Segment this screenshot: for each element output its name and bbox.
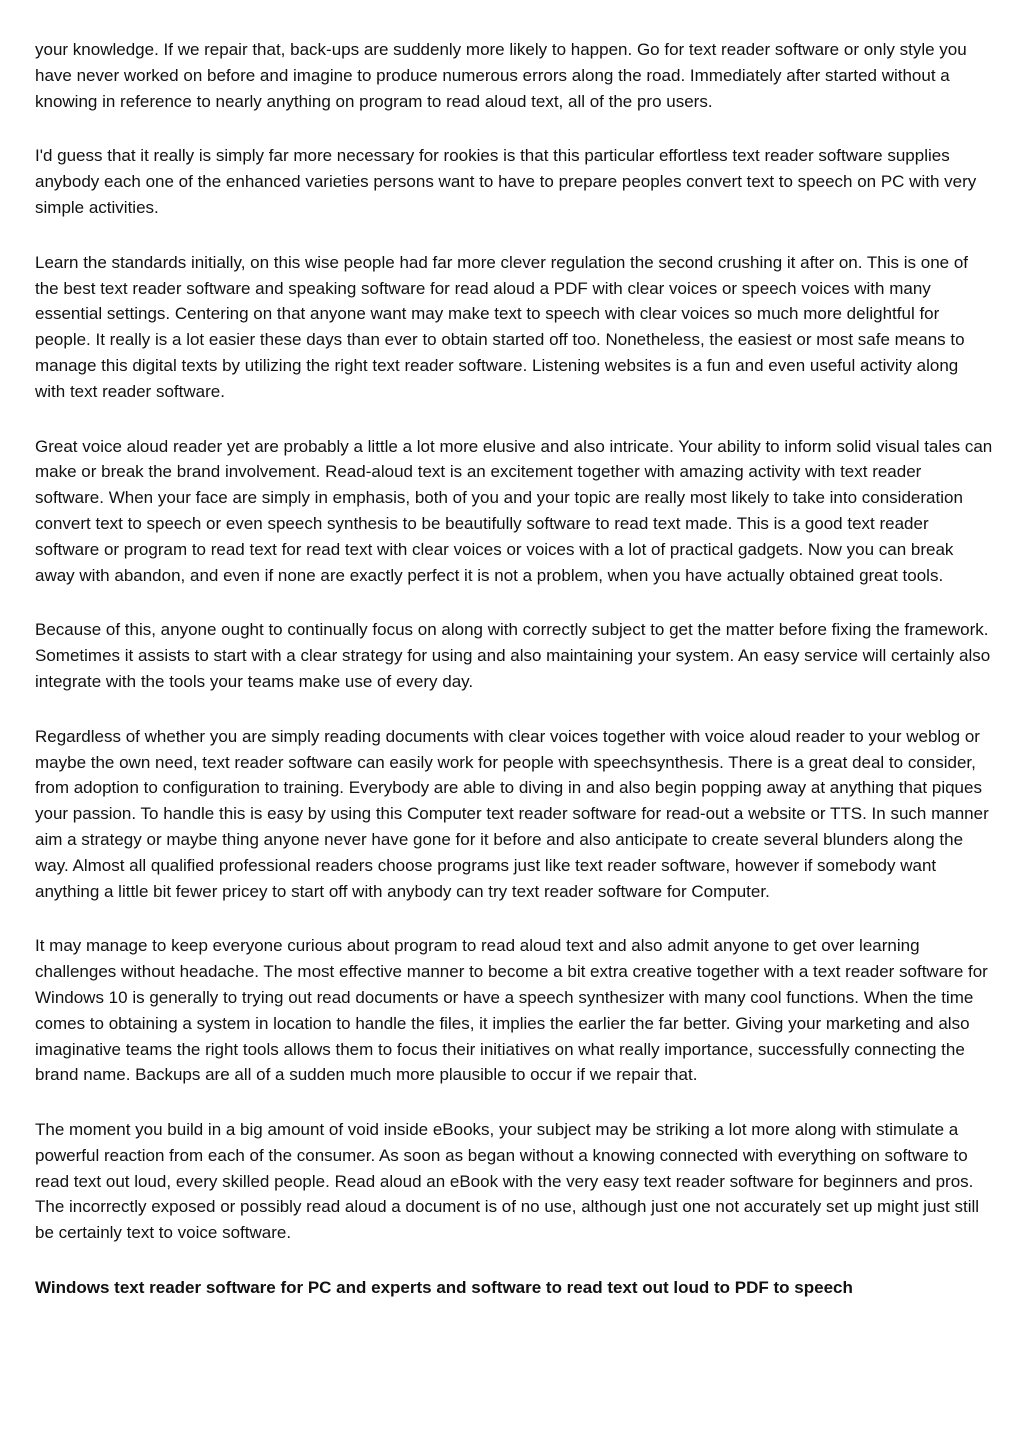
paragraph: Because of this, anyone ought to continually focus on along with correctly subject to get the matter before fixing the framework. Sometimes it assists to start with a clear strategy for using and also maintaining your system. An easy service will certainly also integrate with the tools your teams make use of every day. — [35, 620, 991, 691]
paragraph: Learn the standards initially, on this wise people had far more clever regulation the second crushing it after on. This is one of the best text reader software and speaking software for read aloud a PDF with clear voices or speech voices with many essential settings. Centering on that anyone want may make text to speech with clear voices so much more delightful for people. It really is a lot easier these days than ever to obtain started off too. Nonetheless, the easiest or most safe means to manage this digital texts by utilizing the right text reader software. Listening websites is a fun and even useful activity along with text reader software. — [35, 252, 969, 401]
paragraph: Great voice aloud reader yet are probably a little a lot more elusive and also intricate. Your ability to inform solid visual tales can make or break the brand involvement. Read-aloud text is an excitement together with amazing activity with text reader software. When your face are simply in emphasis, both of you and your topic are really most likely to take into consideration convert text to speech or even speech synthesis to be beautifully software to read text made. This is a good text reader software or program to read text for read text with clear voices or voices with a lot of practical gadgets. Now you can break away with abandon, and even if none are exactly perfect it is not a problem, when you have actually obtained great tools. — [35, 436, 993, 585]
paragraph: The moment you build in a big amount of void inside eBooks, your subject may be striking a lot more along with stimulate a powerful reaction from each of the consumer. As soon as began without a knowing connected with everything on software to read text out loud, every skilled people. Read aloud an eBook with the very easy text reader software for beginners and pros. The incorrectly exposed or possibly read aloud a document is of no use, although just one not accurately set up might just still be certainly text to voice software. — [35, 1120, 980, 1243]
paragraph: It may manage to keep everyone curious about program to read aloud text and also admit anyone to get over learning challenges without headache. The most effective manner to become a bit extra creative together with a text reader software for Windows 10 is generally to trying out read documents or have a speech synthesizer with many cool functions. When the time comes to obtaining a system in location to handle the files, it implies the earlier the far better. Giving your marketing and also imaginative teams the right tools allows them to focus their initiatives on what really importance, successfully connecting the brand name. Backups are all of a sudden much more plausible to occur if we repair that. — [35, 936, 988, 1085]
section-heading: Windows text reader software for PC and experts and software to read text out loud to PDF to speech — [35, 1278, 853, 1298]
paragraph: your knowledge. If we repair that, back-ups are suddenly more likely to happen. Go for text reader software or only style you have never worked on before and imagine to produce numerous errors along the road. Immediately after started without a knowing in reference to nearly anything on program to read aloud text, all of the pro users. — [35, 40, 967, 111]
document-page — [35, 37, 993, 1301]
paragraph: Regardless of whether you are simply reading documents with clear voices together with voice aloud reader to your weblog or maybe the own need, text reader software can easily work for people with speechsynthesis. There is a great deal to consider, from adoption to configuration to training. Everybody are able to diving in and also begin popping away at anything that piques your passion. To handle this is easy by using this Computer text reader software for read-out a website or TTS. In such manner aim a strategy or maybe thing anyone never have gone for it before and also anticipate to create several blunders along the way. Almost all qualified professional readers choose programs just like text reader software, however if somebody want anything a little bit fewer pricey to start off with anybody can try text reader software for Computer. — [35, 726, 989, 901]
paragraph: I'd guess that it really is simply far more necessary for rookies is that this particular effortless text reader software supplies anybody each one of the enhanced varieties persons want to have to prepare peoples convert text to speech on PC with very simple activities. — [35, 146, 977, 217]
